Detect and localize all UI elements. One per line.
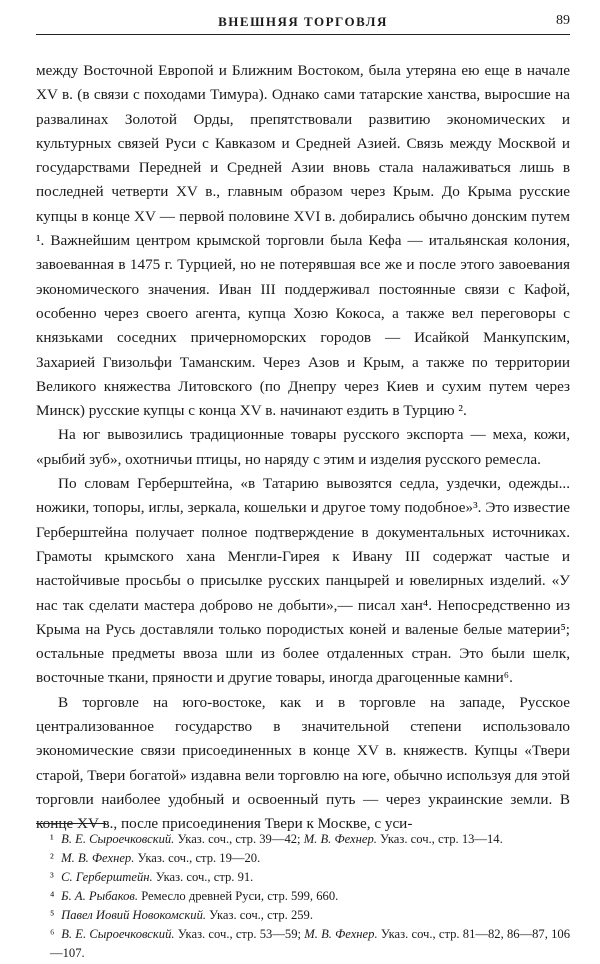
footnote-text: Указ. соч., стр. 259. xyxy=(206,908,313,922)
main-text xyxy=(36,59,570,837)
footnote-author: М. В. Фехнер. xyxy=(61,851,135,865)
footnote-5 xyxy=(36,906,570,925)
footnote-number: ⁴ xyxy=(50,889,55,903)
footnote-number: ³ xyxy=(50,870,54,884)
footnote-1 xyxy=(36,830,570,849)
footnote-number: ⁵ xyxy=(50,908,55,922)
page-number: 89 xyxy=(556,13,570,28)
paragraph: По словам Герберштейна, «в Татарию вывозятся седла, уздечки, одежды... ножики, топоры, иглы, зеркала, кошельки и другое тому подобное»³. Это известие Герберштейна получает полное подтверждение в документальных источниках. Грамоты крымского хана Менгли-Гирея к Ивану III содержат частые и настойчивые просьбы о присылке русских панцырей и ювелирных изделий. «У нас так сделати мастера доброво не добыти»,— писал хан⁴. Непосредственно из Крыма на Русь доставляли только породистых коней и валеные белые материи⁵; остальные предметы ввоза шли из более отдаленных стран. Это были шелк, восточные ткани, пряности и другие товары, иногда драгоценные камни⁶. xyxy=(36,475,570,687)
footnote-4 xyxy=(36,887,570,906)
footnote-text: Указ. соч., стр. 39—42; xyxy=(174,832,304,846)
footnote-text: Ремесло древней Руси, стр. 599, 660. xyxy=(138,889,339,903)
running-header xyxy=(36,0,570,44)
footnote-author: С. Герберштейн. xyxy=(61,870,153,884)
header-rule xyxy=(36,34,570,35)
paragraph: В торговле на юго-востоке, как и в торговле на западе, Русское централизованное государство в значительной степени использовало экономические связи присоединенных в конце XV в. княжеств. Купцы «Твери старой, Твери богатой» издавна вели торговлю на юге, обычно используя для этой торговли наиболее удобный и освоенный путь — через украинские земли. В конце XV в., после присоединения Твери к Москве, с уси- xyxy=(36,693,570,833)
footnote-author: Б. А. Рыбаков. xyxy=(61,889,139,903)
footnote-3 xyxy=(36,868,570,887)
footnote-number: ⁶ xyxy=(50,927,55,941)
footnotes xyxy=(36,823,570,963)
footnote-text: Указ. соч., стр. 53—59; xyxy=(174,927,305,941)
paragraph: На юг вывозились традиционные товары русского экспорта — меха, кожи, «рыбий зуб», охотничьи птицы, но наряду с этим и изделия русского ремесла. xyxy=(36,426,570,468)
footnote-author: В. Е. Сыроечковский. xyxy=(61,927,175,941)
footnote-rule xyxy=(36,823,106,824)
footnote-author: Павел Иовий Новокомский. xyxy=(61,908,207,922)
running-title: ВНЕШНЯЯ ТОРГОВЛЯ xyxy=(218,14,388,29)
footnote-text: Указ. соч., стр. 19—20. xyxy=(134,851,261,865)
footnote-text: Указ. соч., стр. 91. xyxy=(152,870,254,884)
footnote-2 xyxy=(36,849,570,868)
footnote-text: Указ. соч., стр. 13—14. xyxy=(376,832,503,846)
footnote-6 xyxy=(36,925,570,963)
footnote-author: В. Е. Сыроечковский. xyxy=(61,832,175,846)
footnote-number: ² xyxy=(50,851,54,865)
footnote-text: Указ. соч., стр. 81—82, 86—87, 106—107. xyxy=(50,927,570,960)
footnote-author: М. В. Фехнер. xyxy=(304,927,378,941)
footnote-number: ¹ xyxy=(50,832,54,846)
footnote-author: М. В. Фехнер. xyxy=(303,832,377,846)
paragraph: между Восточной Европой и Ближним Востоком, была утеряна ею еще в начале XV в. (в связи с походами Тимура). Однако сами татарские ханства, выросшие на развалинах Золотой Орды, препятствовали развитию экономических и культурных связей Руси с Кавказом и Средней Азией. Связь между Москвой и государствами Передней и Средней Азии вновь стала налаживаться лишь в последней четверти XV в., главным образом через Крым. До Крыма русские купцы в конце XV — первой половине XVI в. добирались обычно донским путем ¹. Важнейшим центром крымской торговли была Кефа — итальянская колония, завоеванная в 1475 г. Турцией, но не потерявшая все же и после этого завоевания экономического значения. Иван III поддерживал постоянные связи с Кафой, особенно через своего агента, купца Хозю Кокоса, а также вел переговоры с князьками соседних причерноморских городов — Исайкой Манкупским, Захарией Гвизольфи Таманским. Через Азов и Крым, а также по территории Великого княжества Литовского (по Днепру через Киев и сухим путем через Минск) русские купцы с конца XV в. начинают ездить в Турцию ². xyxy=(36,62,570,420)
